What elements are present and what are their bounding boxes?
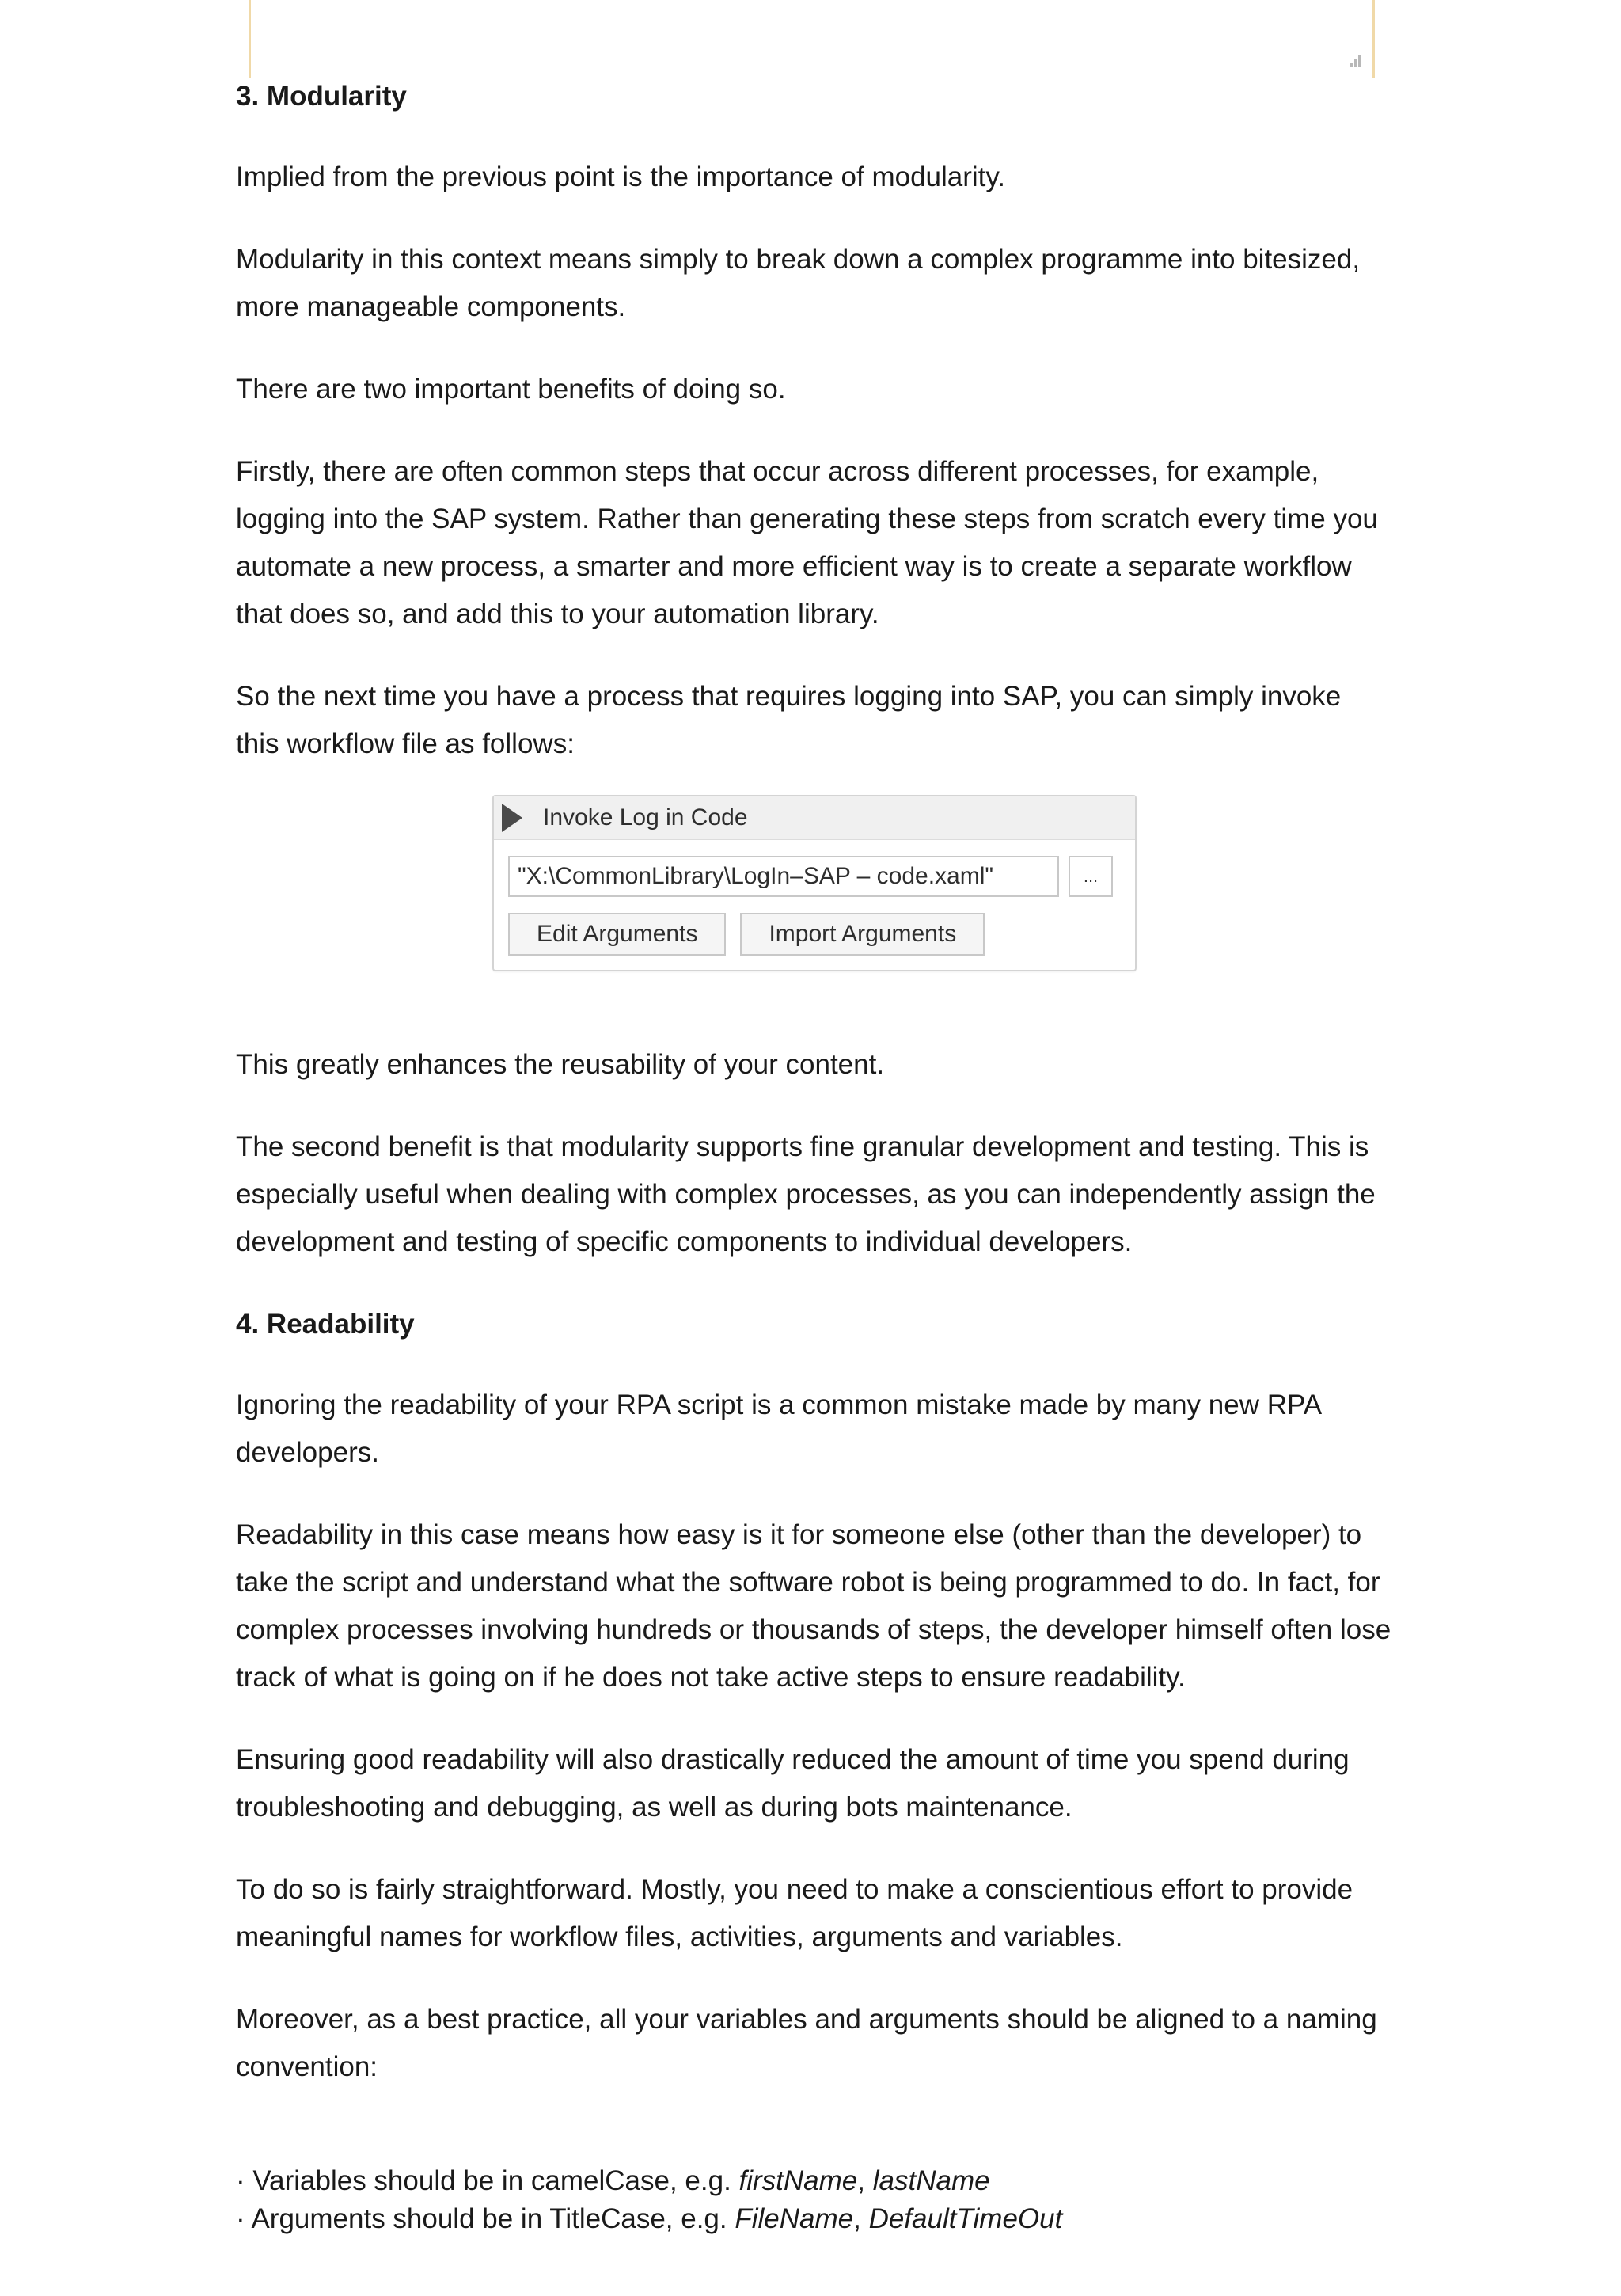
list-item-example: FileName [735,2203,854,2234]
paragraph: There are two important benefits of doing so. [236,374,786,405]
paragraph: Implied from the previous point is the importance of modularity. [236,162,1006,192]
top-decoration-line-left [249,0,251,78]
invoke-activity-title: Invoke Log in Code [543,804,748,831]
paragraph: This greatly enhances the reusability of your content. [236,1049,885,1080]
paragraph: Ignoring the readability of your RPA script is a common mistake made by many new RPA developers. [236,1389,1321,1468]
paragraph: So the next time you have a process that requires logging into SAP, you can simply invoke this workflow file as follows: [236,681,1342,759]
edit-arguments-button[interactable]: Edit Arguments [508,913,726,956]
invoke-workflow-activity[interactable] [492,795,1137,971]
paragraph: Modularity in this context means simply to break down a complex programme into bitesized, more manageable components. [236,244,1361,322]
list-item-example: firstName [738,2165,858,2196]
naming-convention-list [236,2162,1391,2238]
list-item [236,2162,1391,2200]
section-heading-readability: 4. Readability [236,1309,415,1340]
list-item-example: lastName [872,2165,990,2196]
paragraph: Readability in this case means how easy is it for someone else (other than the developer) to take the script and understand what the software robot is being programmed to do. In fact, for complex processes involving hundreds or thousands of steps, the developer himself often lose track of what is going on if he does not take active steps to ensure readability. [236,1519,1391,1693]
browse-file-button[interactable]: ... [1069,856,1113,897]
import-arguments-button[interactable]: Import Arguments [740,913,985,956]
play-icon [502,804,522,832]
paragraph: To do so is fairly straightforward. Mostly, you need to make a conscientious effort to provide meaningful names for workflow files, activities, arguments and variables. [236,1874,1353,1952]
list-item-separator: , [857,2165,873,2196]
arguments-button-row [508,913,1121,956]
paragraph: The second benefit is that modularity supports fine granular development and testing. This is especially useful when dealing with complex processes, as you can independently assign the development and testing of specific components to individual developers. [236,1131,1376,1257]
top-decoration-line-right [1372,0,1375,78]
paragraph: Moreover, as a best practice, all your variables and arguments should be aligned to a naming convention: [236,2004,1377,2082]
paragraph: Firstly, there are often common steps that occur across different processes, for example, logging into the SAP system. Rather than generating these steps from scratch every time you automate a new process, a smarter and more efficient way is to create a separate workflow that does so, and add this to your automation library. [236,456,1378,629]
list-item-separator: , [853,2203,869,2234]
paragraph: Ensuring good readability will also drastically reduced the amount of time you spend during troubleshooting and debugging, as well as during bots maintenance. [236,1744,1350,1823]
section-heading-modularity: 3. Modularity [236,81,407,112]
invoke-activity-body [494,840,1135,970]
list-item-example: DefaultTimeOut [868,2203,1063,2234]
invoke-activity-header[interactable] [494,796,1135,840]
list-item-text: · Variables should be in camelCase, e.g. [236,2165,739,2196]
workflow-path-input[interactable] [508,856,1059,897]
list-item-text: · Arguments should be in TitleCase, e.g. [236,2203,735,2234]
workflow-path-row [508,856,1121,897]
list-item [236,2200,1391,2238]
document-page [236,73,1391,2238]
signal-bars-icon [1350,55,1361,67]
